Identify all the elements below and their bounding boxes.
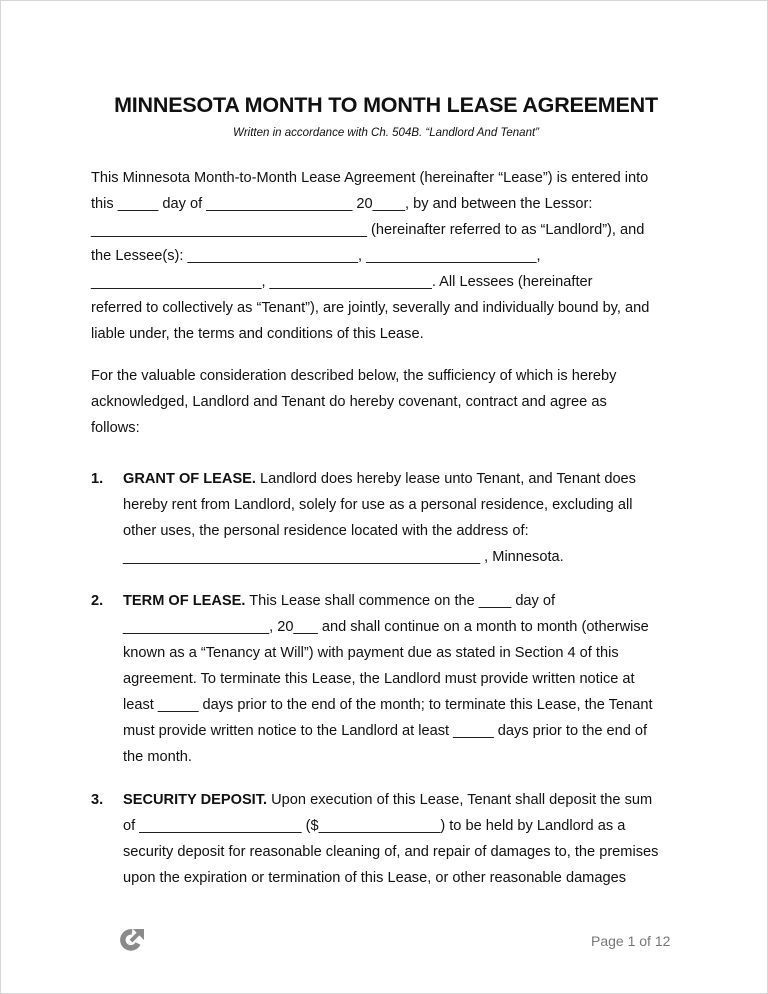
section-1-first-line [123,470,636,488]
intro-line: _____________________, ____________________. All Lessees (hereinafter [91,274,593,290]
section-number: 1. [91,471,104,487]
section-line: hereby rent from Landlord, solely for use as a personal residence, excluding all [123,497,633,513]
document-subtitle: Written in accordance with Ch. 504B. “Landlord And Tenant” [233,127,539,139]
section-number: 3. [91,792,104,808]
section-text: This Lease shall commence on the ____ day of [245,593,556,609]
section-line: the month. [123,749,192,765]
intro-line: This Minnesota Month-to-Month Lease Agreement (hereinafter “Lease”) is entered into [91,170,649,186]
section-line: of ____________________ ($_______________) to be held by Landlord as a [123,818,626,834]
arrow-c-logo-icon [118,926,146,954]
section-line: must provide written notice to the Landlord at least _____ days prior to the end of [123,723,648,739]
page-number: Page 1 of 12 [591,933,671,949]
consideration-line: acknowledged, Landlord and Tenant do hereby covenant, contract and agree as [91,394,607,410]
consideration-line: follows: [91,420,140,436]
consideration-line: For the valuable consideration described below, the sufficiency of which is hereby [91,368,617,384]
section-3-first-line [123,791,652,809]
intro-line: referred to collectively as “Tenant”), are jointly, severally and individually bound by, and [91,300,650,316]
intro-line: __________________________________ (hereinafter referred to as “Landlord”), and [91,222,645,238]
section-line: agreement. To terminate this Lease, the Landlord must provide written notice at [123,671,635,687]
section-line: other uses, the personal residence located with the address of: [123,523,529,539]
section-line: security deposit for reasonable cleaning of, and repair of damages to, the premises [123,844,659,860]
section-number: 2. [91,593,104,609]
intro-line: the Lessee(s): _____________________, _____________________, [91,248,541,264]
section-line: least _____ days prior to the end of the month; to terminate this Lease, the Tenant [123,697,653,713]
section-text: Upon execution of this Lease, Tenant shall deposit the sum [267,792,653,808]
section-line: known as a “Tenancy at Will”) with payment due as stated in Section 4 of this [123,645,619,661]
section-heading: SECURITY DEPOSIT. [123,792,268,808]
section-line: __________________, 20___ and shall continue on a month to month (otherwise [123,619,649,635]
section-heading: TERM OF LEASE. [123,593,246,609]
section-text: Landlord does hereby lease unto Tenant, and Tenant does [255,471,636,487]
section-2-first-line [123,592,555,610]
section-line: upon the expiration or termination of this Lease, or other reasonable damages [123,870,626,886]
document-title: MINNESOTA MONTH TO MONTH LEASE AGREEMENT [114,93,658,117]
intro-line: liable under, the terms and conditions of this Lease. [91,326,424,342]
intro-line: this _____ day of __________________ 20____, by and between the Lessor: [91,196,593,212]
section-line: ____________________________________________ , Minnesota. [123,549,564,565]
section-heading: GRANT OF LEASE. [123,471,256,487]
